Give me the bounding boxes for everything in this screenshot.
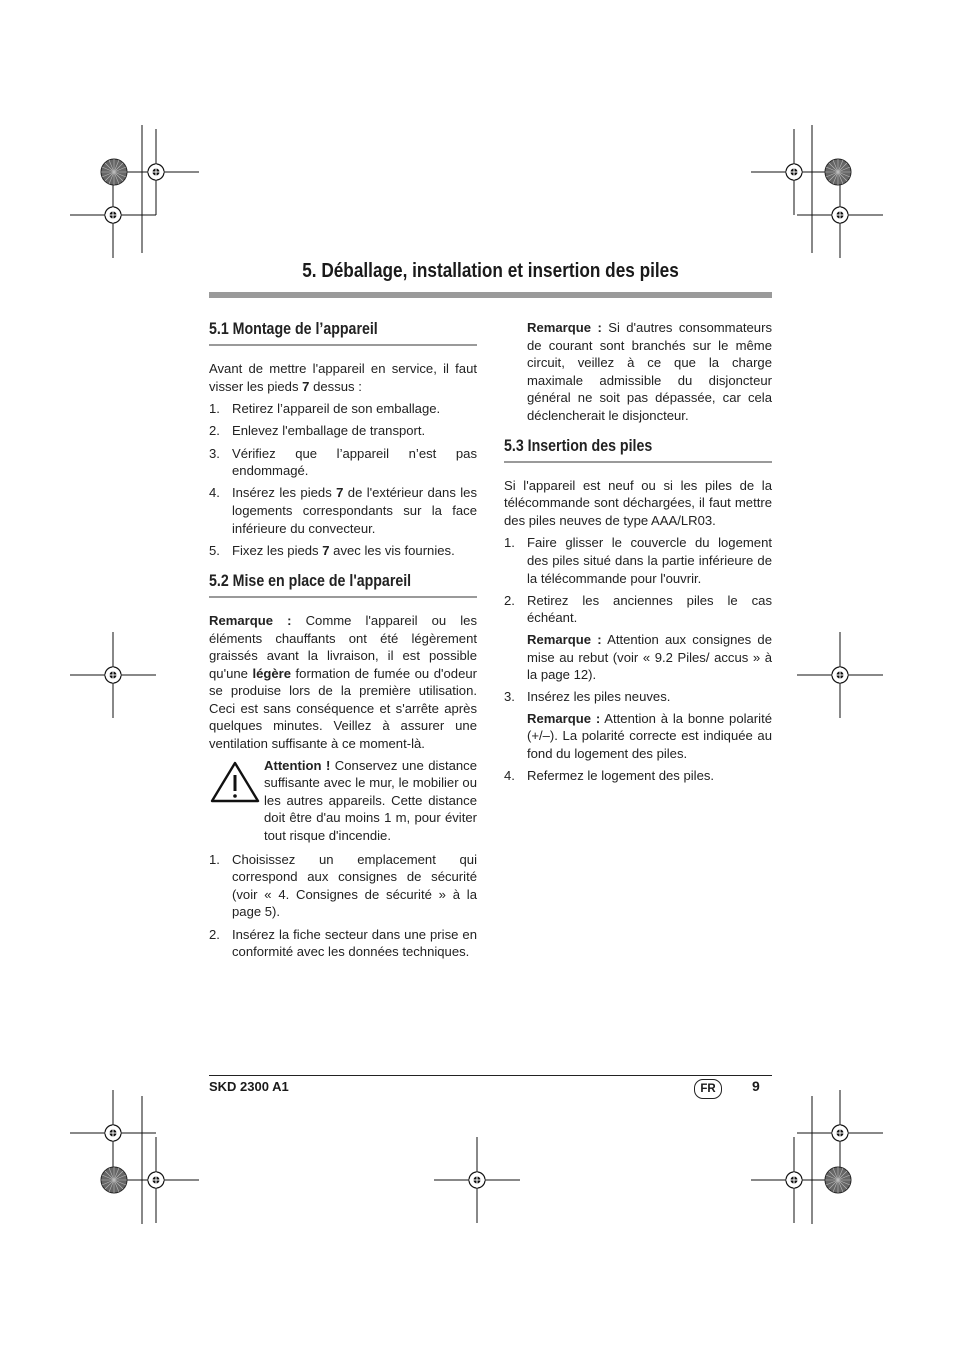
left-column xyxy=(209,316,477,965)
section-5-1-heading: 5.1 Montage de l’appareil xyxy=(209,316,477,346)
list-item: 2. Enlevez l'emballage de transport. xyxy=(209,423,426,439)
footer-model: SKD 2300 A1 xyxy=(209,1079,289,1094)
list-item: 4. Refermez le logement des piles. xyxy=(504,768,715,784)
title-rule xyxy=(209,292,772,298)
list-item: 3. Insérez les piles neuves. Remarque : Attention à la bonne polarité (+/–). La polarité correcte est indiquée au fond du logement des piles. xyxy=(504,689,772,762)
section-5-2-heading: 5.2 Mise en place de l'appareil xyxy=(209,568,477,598)
list-item: 2. Retirez les anciennes piles le cas échéant. Remarque : Attention aux consignes de mise au rebut (voir « 9.2 Piles/ accus » à la page 12). xyxy=(504,592,772,683)
list-item: 2. Insérez la fiche secteur dans une prise en conformité avec les données techniques. xyxy=(209,926,477,960)
page-title: 5. Déballage, installation et insertion des piles xyxy=(302,260,679,282)
section-5-3-heading: 5.3 Insertion des piles xyxy=(504,433,772,463)
page-number: 9 xyxy=(752,1078,760,1094)
section-5-3-steps xyxy=(504,534,772,785)
list-item: 1. Choisissez un emplacement qui correspond aux consignes de sécurité (voir « 4. Consignes de sécurité » à la page 5). xyxy=(209,851,477,920)
section-5-1-intro: Avant de mettre l'appareil en service, il faut visser les pieds 7 dessus : xyxy=(209,361,477,394)
warning-triangle-icon xyxy=(210,760,260,804)
footer-rule xyxy=(209,1075,772,1076)
right-column xyxy=(504,316,772,789)
list-item: 4. Insérez les pieds 7 de l'extérieur dans les logements correspondants sur la face inférieure du convecteur. xyxy=(209,485,477,536)
section-5-1-steps xyxy=(209,400,477,559)
section-5-2-steps xyxy=(209,851,477,961)
list-item: 1. Retirez l’appareil de son emballage. xyxy=(209,401,441,417)
section-5-2-note: Remarque : Comme l'appareil ou les éléments chauffants ont été légèrement graissés avant la livraison, il est possible qu'une légère formation de fumée ou d'odeur se produise lors de la première utilisation. Ceci est sans conséquence et s'arrête après quelques minutes. Veillez à assurer une ventilation suffisante à ce moment-là. xyxy=(209,612,477,752)
polarity-note: Remarque : Attention à la bonne polarité (+/–). La polarité correcte est indiquée au fond du logement des piles. xyxy=(527,710,772,762)
circuit-note: Remarque : Si d'autres consommateurs de courant sont branchés sur le même circuit, veillez à ce que la charge maximale admissible du disjoncteur général ne soit pas dépassée, car cela déclencherait le disjoncteur. xyxy=(527,320,772,423)
list-item: 5. Fixez les pieds 7 avec les vis fournies. xyxy=(209,542,455,558)
list-item: 1. Faire glisser le couvercle du logement des piles situé dans la partie inférieure de la télécommande pour l'ouvrir. xyxy=(504,535,772,586)
section-5-3-intro: Si l'appareil est neuf ou si les piles de la télécommande sont déchargées, il faut mettre des piles neuves de type AAA/LR03. xyxy=(504,477,772,528)
language-badge: FR xyxy=(694,1079,722,1099)
disposal-note: Remarque : Attention aux consignes de mise au rebut (voir « 9.2 Piles/ accus » à la page 12). xyxy=(527,631,772,683)
list-item: 3. Vérifiez que l’appareil n’est pas endommagé. xyxy=(209,445,477,479)
fire-warning: Attention ! Conservez une distance suffisante avec le mur, le mobilier ou les autres appareils. Cette distance doit être d'au moins 1 m, pour éviter tout risque d'incendie. xyxy=(209,757,477,845)
